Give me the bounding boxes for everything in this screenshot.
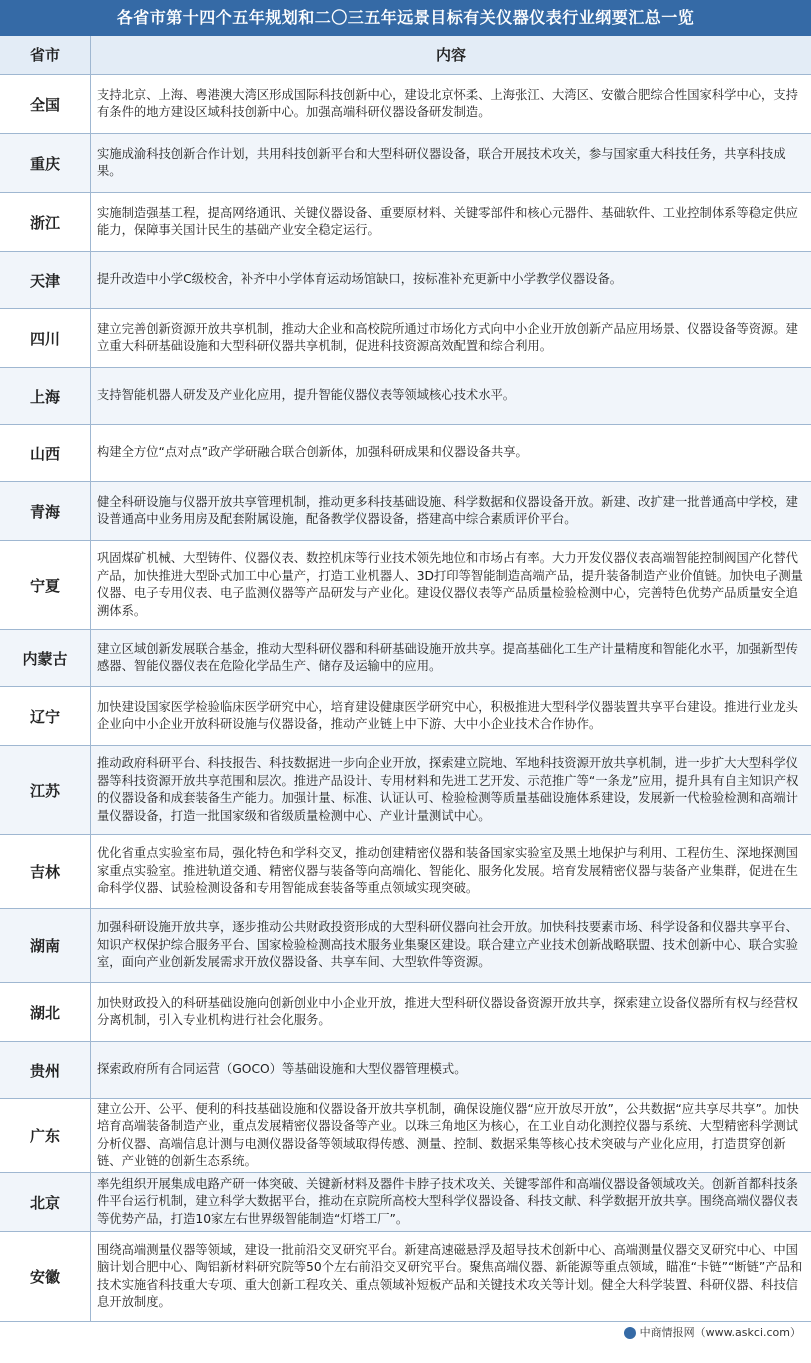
row-content: 支持北京、上海、粤港澳大湾区形成国际科技创新中心，建设北京怀柔、上海张江、大湾区、安徽合肥综合性国家科学中心，支持有条件的地方建设区域科技创新中心。加强高端科研仪器设备研发制造。 <box>97 87 798 119</box>
table-row <box>0 909 811 983</box>
row-province: 辽宁 <box>0 687 91 745</box>
row-province: 宁夏 <box>0 541 91 629</box>
row-content: 率先组织开展集成电路产研一体突破、关键新材料及器件卡脖子技术攻关、关键零部件和高端仪器设备领域攻关。创新首都科技条件平台运行机制，建立科学大数据平台，推动在京院所高校大型科学仪器设备、科技文献、科学数据开放共享。围绕高端仪器仪表等优势产品，打造10家左右世界级智能制造“灯塔工厂”。 <box>97 1176 798 1226</box>
row-content: 提升改造中小学C级校舍，补齐中小学体育运动场馆缺口，按标准补充更新中小学教学仪器设备。 <box>97 272 623 287</box>
header-province: 省市 <box>0 36 91 74</box>
row-content: 探索政府所有合同运营（GOCO）等基础设施和大型仪器管理模式。 <box>97 1062 467 1077</box>
table-row <box>0 482 811 541</box>
row-province: 浙江 <box>0 193 91 251</box>
table-row <box>0 746 811 835</box>
footer-source: 中商情报网（www.askci.com） <box>639 1326 801 1339</box>
table-row <box>0 835 811 909</box>
row-content: 建立完善创新资源开放共享机制，推动大企业和高校院所通过市场化方式向中小企业开放创新产品应用场景、仪器设备等资源。建立重大科研基础设施和大型科研仪器共享机制，促进科技资源高效配置和综合利用。 <box>97 321 798 353</box>
row-content: 建立区域创新发展联合基金，推动大型科研仪器和科研基础设施开放共享。提高基础化工生产计量精度和智能化水平，加强新型传感器、智能仪器仪表在危险化学品生产、储存及运输中的应用。 <box>97 641 798 673</box>
row-province: 贵州 <box>0 1042 91 1098</box>
table-row <box>0 687 811 746</box>
row-province: 青海 <box>0 482 91 540</box>
page-title: 各省市第十四个五年规划和二〇三五年远景目标有关仪器仪表行业纲要汇总一览 <box>0 0 811 36</box>
row-content: 建立公开、公平、便利的科技基础设施和仪器设备开放共享机制，确保设施仪器“应开放尽开放”，公共数据“应共享尽共享”。加快培育高端装备制造产业，重点发展精密仪器设备等产业。以珠三角地区为核心，在工业自动化测控仪器与系统、大型精密科学测试分析仪器、高端信息计测与电测仪器设备等领域取得传感、测量、控制、数据采集等核心技术突破与产业化应用，打造贯穿创新链、产业链的创新生态系统。 <box>97 1101 799 1168</box>
row-content: 加强科研设施开放共享，逐步推动公共财政投资形成的大型科研仪器向社会开放。加快科技要素市场、科学设备和仪器共享平台、知识产权保护综合服务平台、国家检验检测高技术服务业集聚区建设。联合建立产业技术创新战略联盟、技术创新中心、联合实验室，面向产业创新发展需求开放仪器设备、共享车间、大型软件等资源。 <box>97 920 798 970</box>
askci-logo-icon <box>624 1327 636 1339</box>
row-province: 内蒙古 <box>0 630 91 686</box>
row-content: 优化省重点实验室布局，强化特色和学科交叉，推动创建精密仪器和装备国家实验室及黑土地保护与利用、工程仿生、深地探测国家重点实验室。推进轨道交通、精密仪器与装备等向高端化、智能化、服务化发展。培育发展精密仪器与装备产业集群，促进在生命科学仪器、试验检测设备和专用智能成套装备等重点领域实现突破。 <box>97 846 798 896</box>
footer <box>0 1322 811 1344</box>
row-content: 推动政府科研平台、科技报告、科技数据进一步向企业开放，探索建立院地、军地科技资源开放共享机制，进一步扩大大型科学仪器等科技资源开放共享范围和层次。推进产品设计、专用材料和先进工艺开发、示范推广等“一条龙”应用，提升具有自主知识产权的仪器设备和成套装备生产能力。加强计量、标准、认证认可、检验检测等质量基础设施体系建设，发展新一代检验检测和高端计量仪器设备，打造一批国家级和省级质量检测中心、产业计量测试中心。 <box>97 756 799 823</box>
table-row <box>0 368 811 425</box>
row-province: 重庆 <box>0 134 91 192</box>
row-content: 加快建设国家医学检验临床医学研究中心，培育建设健康医学研究中心，积极推进大型科学仪器装置共享平台建设。推进行业龙头企业向中小企业开放科研设施与仪器设备，推动产业链上中下游、大中小企业技术合作协作。 <box>97 699 798 731</box>
row-content: 实施制造强基工程，提高网络通讯、关键仪器设备、重要原材料、关键零部件和核心元器件、基础软件、工业控制体系等稳定供应能力，保障事关国计民生的基础产业安全稳定运行。 <box>97 205 798 237</box>
row-province: 江苏 <box>0 746 91 834</box>
row-content: 支持智能机器人研发及产业化应用，提升智能仪器仪表等领域核心技术水平。 <box>97 388 516 403</box>
row-province: 北京 <box>0 1173 91 1231</box>
row-province: 上海 <box>0 368 91 424</box>
table-row <box>0 309 811 368</box>
table-row <box>0 1173 811 1232</box>
row-content: 巩固煤矿机械、大型铸件、仪器仪表、数控机床等行业技术领先地位和市场占有率。大力开发仪器仪表高端智能控制阀国产化替代产品，加快推进大型卧式加工中心量产，打造工业机器人、3D打印等智能制造高端产品，提升装备制造产业价值链。加快电子测量仪器、电子专用仪表、电子监测仪器等产品研发与产业化。建设仪器仪表等产品质量检验检测中心，完善特色优势产品质量安全追溯体系。 <box>97 551 803 618</box>
table-row <box>0 1042 811 1099</box>
row-province: 安徽 <box>0 1232 91 1321</box>
row-province: 山西 <box>0 425 91 481</box>
row-content: 围绕高端测量仪器等领域，建设一批前沿交叉研究平台。新建高速磁悬浮及超导技术创新中心、高端测量仪器交叉研究中心、中国脑计划合肥中心、陶铝新材料研究院等50个左右前沿交叉研究平台。聚焦高端仪器、新能源等重点领域，瞄准“卡链”“断链”产品和技术实施省科技重大专项、重大创新工程攻关、重点领域补短板产品和关键技术攻关等计划。健全大科学装置、科研仪器、科技信息开放制度。 <box>97 1242 803 1309</box>
table-row <box>0 1099 811 1173</box>
header-content: 内容 <box>435 46 466 64</box>
row-province: 湖南 <box>0 909 91 982</box>
row-content: 加快财政投入的科研基础设施向创新创业中小企业开放，推进大型科研仪器设备资源开放共享，探索建立设备仪器所有权与经营权分离机制，引入专业机构进行社会化服务。 <box>97 995 798 1027</box>
row-content: 实施成渝科技创新合作计划，共用科技创新平台和大型科研仪器设备，联合开展技术攻关，参与国家重大科技任务，共享科技成果。 <box>97 146 786 178</box>
row-province: 天津 <box>0 252 91 308</box>
row-province: 全国 <box>0 75 91 133</box>
table-row <box>0 1232 811 1322</box>
row-province: 吉林 <box>0 835 91 908</box>
table-body <box>0 75 811 1322</box>
table-row <box>0 252 811 309</box>
table-row <box>0 983 811 1042</box>
table-row <box>0 75 811 134</box>
table-row <box>0 134 811 193</box>
table-row <box>0 541 811 630</box>
row-province: 湖北 <box>0 983 91 1041</box>
row-content: 健全科研设施与仪器开放共享管理机制，推动更多科技基础设施、科学数据和仪器设备开放。新建、改扩建一批普通高中学校，建设普通高中业务用房及配套附属设施，配备教学仪器设备，搭建高中综合素质评价平台。 <box>97 494 798 526</box>
row-province: 四川 <box>0 309 91 367</box>
table-row <box>0 630 811 687</box>
row-province: 广东 <box>0 1099 91 1172</box>
row-content: 构建全方位“点对点”政产学研融合联合创新体，加强科研成果和仪器设备共享。 <box>97 445 528 460</box>
table-header <box>0 36 811 75</box>
table-row <box>0 193 811 252</box>
table-row <box>0 425 811 482</box>
